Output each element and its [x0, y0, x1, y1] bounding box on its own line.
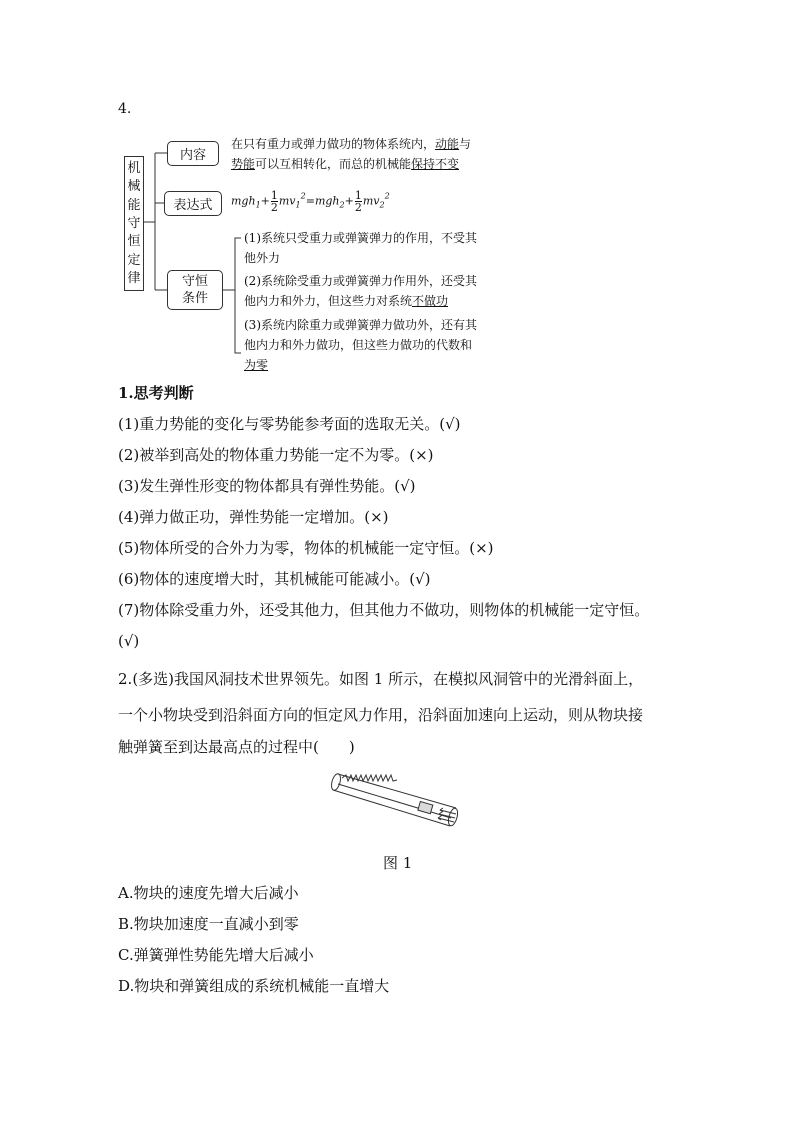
multi-select-tag: (多选) — [132, 670, 175, 688]
judgement-item: (3)发生弹性形变的物体都具有弹性势能。(√) — [118, 477, 416, 495]
conditions-text — [244, 228, 477, 375]
fraction-half: $\frac{1}{2}$ — [354, 189, 362, 214]
judgement-item: (4)弹力做正功，弹性势能一定增加。(×) — [118, 508, 389, 526]
condition-2-underlined: 不做功 — [412, 294, 449, 308]
question-number: 2. — [118, 670, 133, 688]
judgement-title: 1.思考判断 — [118, 384, 194, 402]
content-underlined-kinetic: 动能 — [435, 137, 460, 151]
judgement-item: (√) — [118, 632, 140, 650]
option-c: C.弹簧弹性势能先增大后减小 — [118, 946, 314, 964]
question-2-line1: 2.(多选)我国风洞技术世界领先。如图 1 所示，在模拟风洞管中的光滑斜面上， — [118, 670, 644, 688]
judgement-item: (6)物体的速度增大时，其机械能可能减小。(√) — [118, 570, 431, 588]
content-underlined-potential: 势能 — [231, 157, 256, 171]
judgement-item: (1)重力势能的变化与零势能参考面的选取无关。(√) — [118, 415, 461, 433]
section-number: 4. — [118, 101, 132, 117]
tag-content: 内容 — [167, 141, 219, 166]
figure-caption: 图 1 — [383, 854, 413, 872]
root-char: 恒 — [127, 234, 141, 250]
condition-1-line2: 他外力 — [244, 251, 281, 265]
tag-expression: 表达式 — [164, 191, 222, 216]
condition-3-line1: (3)系统内除重力或弹簧弹力做功外，还有其 — [244, 318, 477, 332]
judgement-item: (5)物体所受的合外力为零，物体的机械能一定守恒。(×) — [118, 539, 494, 557]
judgement-item: (7)物体除受重力外，还受其他力，但其他力不做功，则物体的机械能一定守恒。 — [118, 601, 650, 619]
condition-3-line2: 他内力和外力做功，但这些力做功的代数和 — [244, 338, 473, 352]
question-2-line3: 触弹簧至到达最高点的过程中( ) — [118, 738, 355, 756]
content-text — [231, 134, 471, 174]
root-char: 定 — [127, 252, 141, 268]
judgement-item: (2)被举到高处的物体重力势能一定不为零。(×) — [118, 446, 434, 464]
condition-3-line3: 为零 — [244, 358, 269, 372]
expression-formula: mgh$_1$+ $\frac{1}{2}$ $mv_1^2=mgh_2+$ $\frac{1}{2}$ $mv_2^2$ — [231, 189, 390, 214]
option-b: B.物块加速度一直减小到零 — [118, 915, 299, 933]
content-line1-tail: 与 — [459, 137, 472, 151]
content-underlined-constant: 保持不变 — [411, 157, 460, 171]
content-line1-text: 在只有重力或弹力做功的物体系统内， — [231, 137, 436, 151]
option-d: D.物块和弹簧组成的系统机械能一直增大 — [118, 977, 390, 995]
condition-1-line1: (1)系统只受重力或弹簧弹力的作用，不受其 — [244, 231, 477, 245]
tag-conditions: 守恒 条件 — [167, 270, 223, 310]
condition-2-line2: 他内力和外力，但这些力对系统不做功 — [244, 294, 449, 308]
root-char: 守 — [127, 215, 141, 231]
content-line2-text: 可以互相转化，而总的机械能 — [255, 157, 412, 171]
root-char: 械 — [127, 179, 141, 195]
question-2-line2: 一个小物块受到沿斜面方向的恒定风力作用，沿斜面加速向上运动，则从物块接 — [118, 706, 644, 724]
root-char: 律 — [127, 271, 141, 287]
root-char: 能 — [127, 197, 141, 213]
condition-2-line1: (2)系统除受重力或弹簧弹力作用外，还受其 — [244, 274, 477, 288]
wind-tunnel-figure — [330, 764, 465, 840]
fraction-half: $\frac{1}{2}$ — [270, 189, 278, 214]
option-a: A.物块的速度先增大后减小 — [118, 884, 299, 902]
root-char: 机 — [127, 160, 141, 176]
